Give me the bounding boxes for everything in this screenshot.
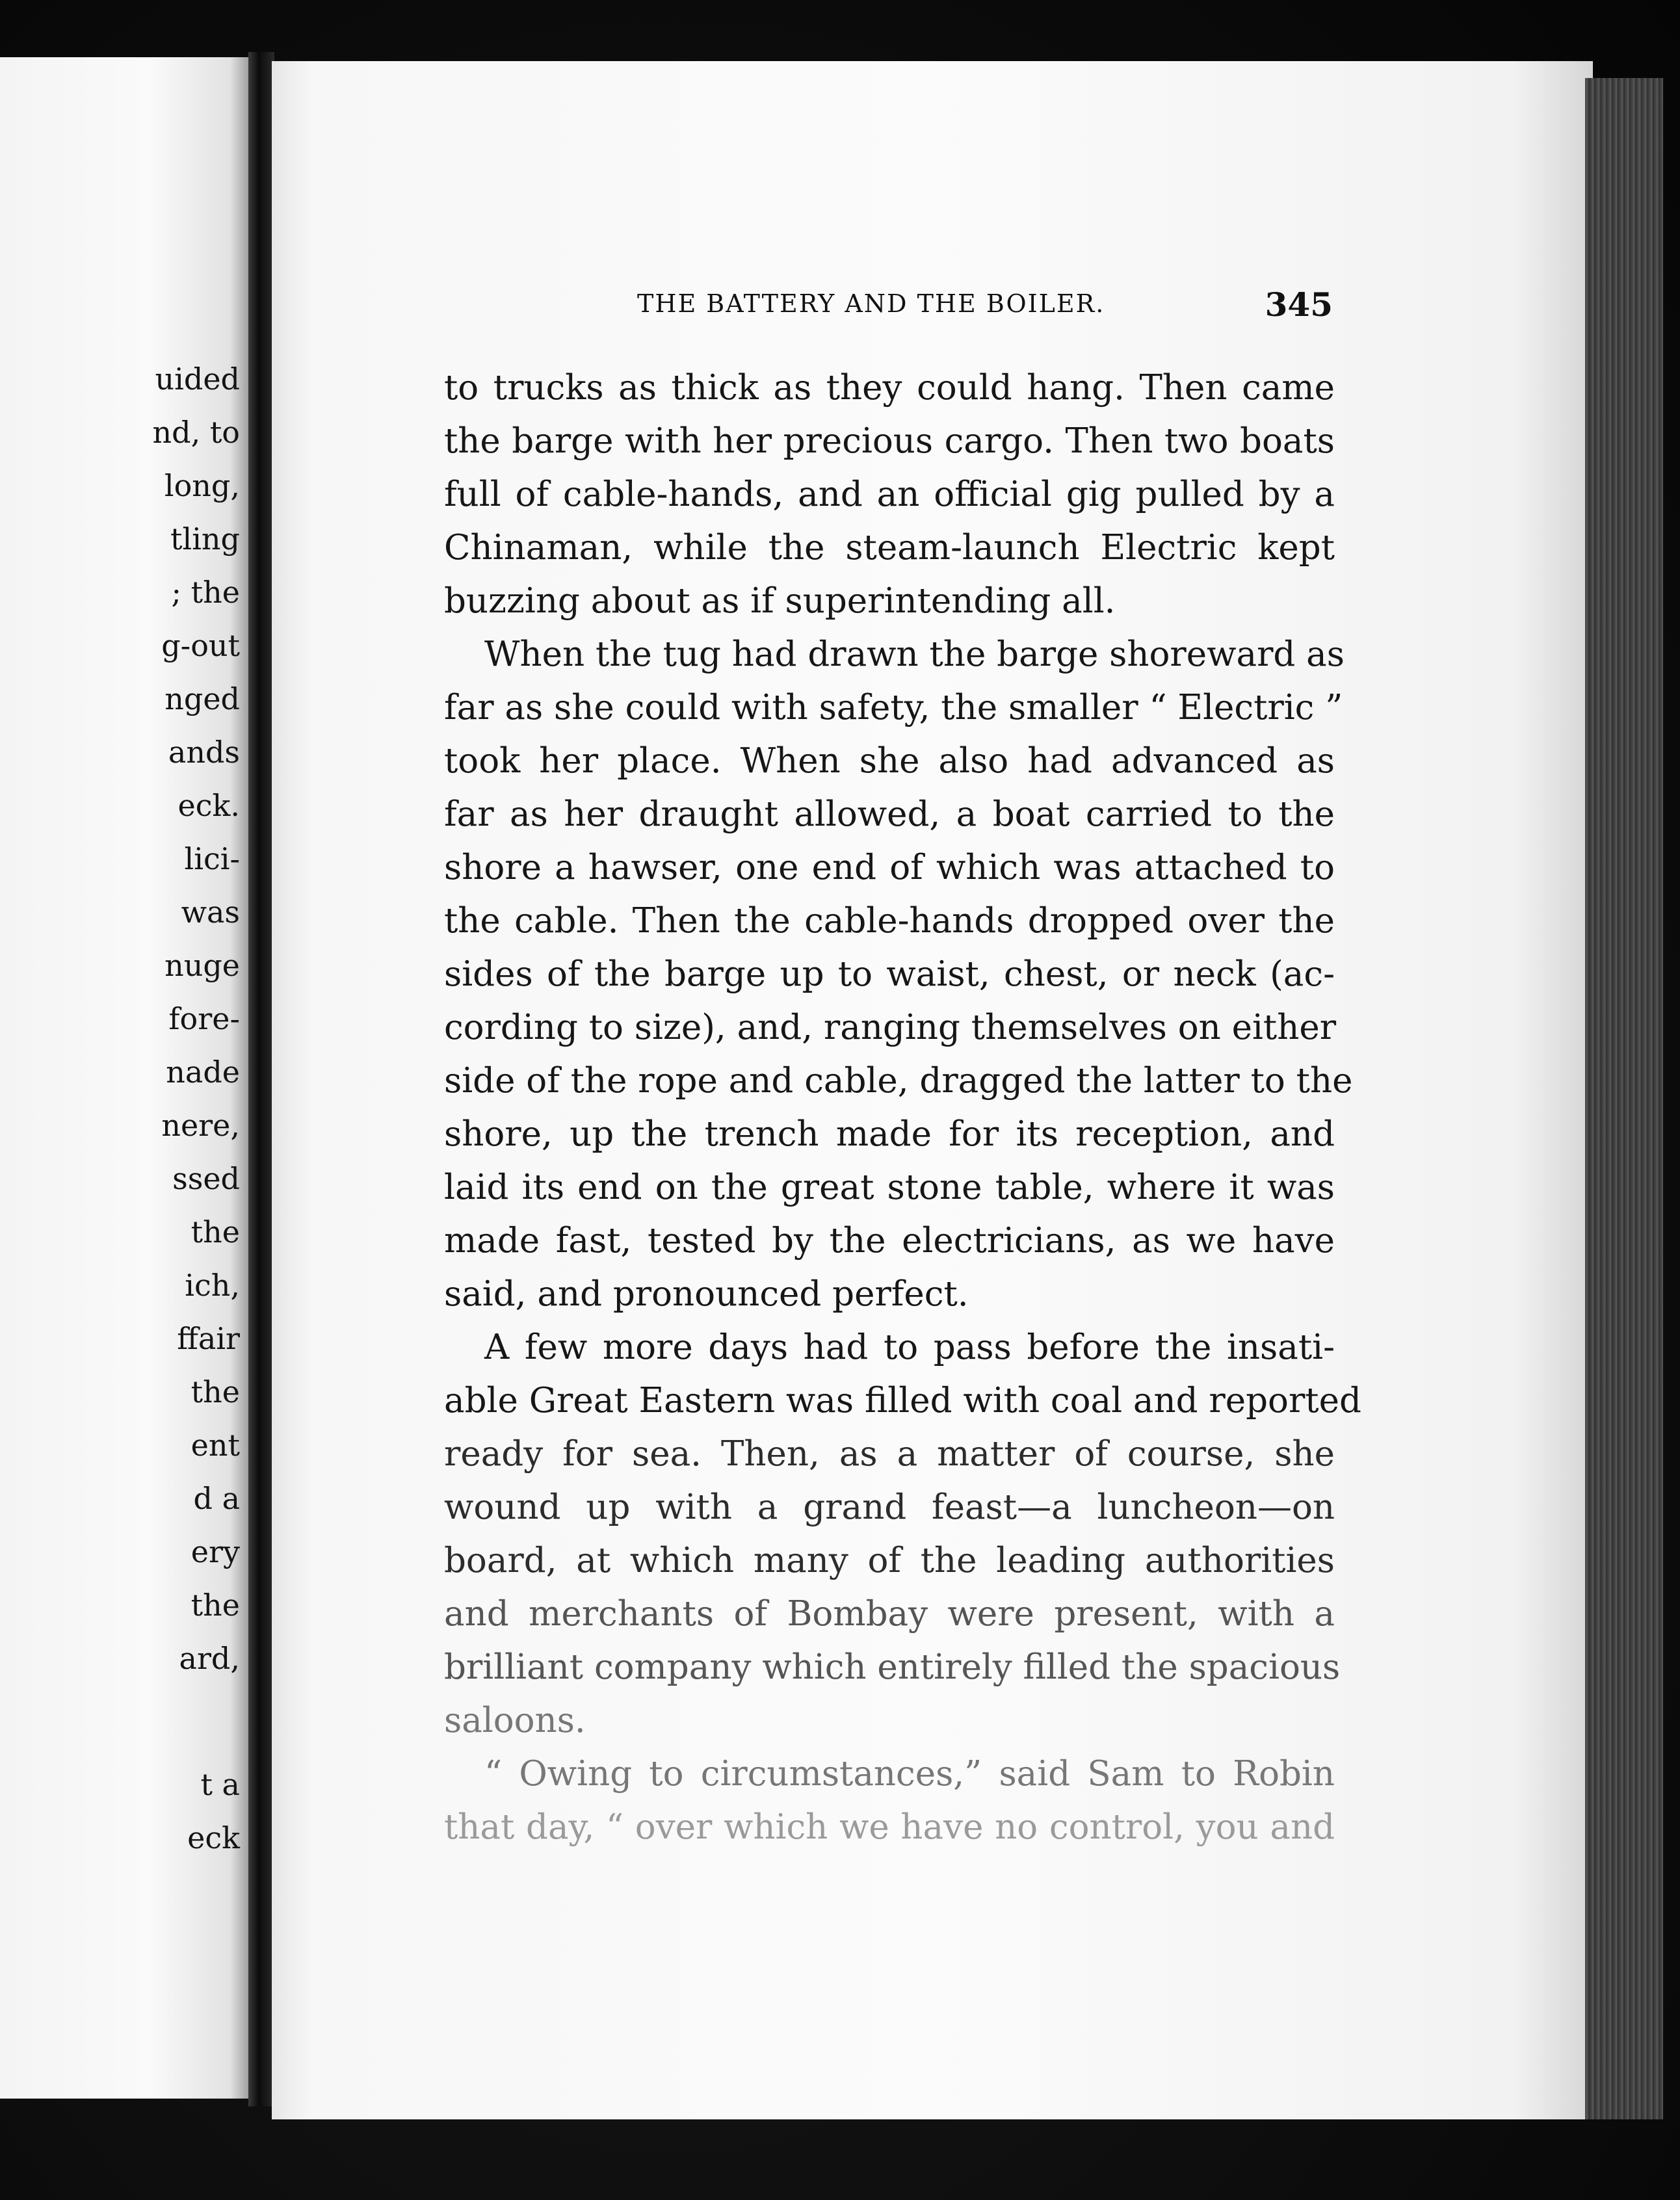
text-line: full of cable-hands, and an official gig pulled by a [444,475,1335,514]
previous-page-line: the [190,1374,240,1409]
previous-page-line: the [190,1588,240,1623]
text-line: board, at which many of the leading authorities [444,1541,1335,1580]
previous-page-line: eck. [177,788,240,823]
previous-page-line: long, [164,468,240,503]
running-title: THE BATTERY AND THE BOILER. [637,289,1105,318]
previous-page-line: ery [190,1534,240,1569]
text-line: brilliant company which entirely filled the spacious [444,1647,1341,1687]
previous-page-line: ands [168,735,240,770]
previous-page-line: ssed [172,1161,240,1196]
previous-page-line: ; the [171,575,240,610]
text-line: saloons. [444,1701,586,1740]
previous-page-line: nuge [164,948,240,983]
previous-page-line: nd, to [152,415,240,450]
text-line: wound up with a grand feast—a luncheon—on [444,1487,1335,1527]
text-line: “ Owing to circumstances,” said Sam to Robin [484,1754,1335,1794]
text-line: the cable. Then the cable-hands dropped over the [444,901,1335,941]
text-line: shore a hawser, one end of which was attached to [444,848,1335,887]
previous-page-line: eck [187,1820,240,1855]
previous-page-line: tling [170,521,240,557]
previous-page-line: t a [200,1767,240,1802]
text-line: A few more days had to pass before the insati- [484,1328,1335,1367]
text-line: able Great Eastern was filled with coal and reported [444,1381,1361,1421]
text-line: buzzing about as if superintending all. [444,581,1116,621]
text-line: far as she could with safety, the smaller “ Electric ” [444,688,1343,727]
previous-page-line: nade [166,1054,240,1090]
previous-page-line: fore- [168,1001,240,1036]
previous-page-line: uided [155,361,240,397]
text-line: said, and pronounced perfect. [444,1274,969,1314]
text-line: Chinaman, while the steam-launch Electric kept [444,528,1335,568]
text-line: far as her draught allowed, a boat carried to the [444,794,1335,834]
previous-page-line: ard, [179,1641,240,1676]
book-gutter [248,52,274,2106]
page-edges [1585,78,1663,2119]
text-line: took her place. When she also had advanced as [444,741,1335,781]
text-line: When the tug had drawn the barge shoreward as [484,635,1345,674]
running-head [637,285,1339,328]
previous-page-line: g-out [161,628,240,663]
previous-page-line: the [190,1214,240,1250]
previous-page-line: ich, [185,1268,240,1303]
previous-page-line: nged [164,681,240,716]
previous-page-line: nere, [161,1108,240,1143]
text-line: cording to size), and, ranging themselves on either [444,1008,1337,1047]
text-line: and merchants of Bombay were present, with a [444,1594,1335,1634]
page-number: 345 [1265,285,1333,324]
text-line: side of the rope and cable, dragged the latter to the [444,1061,1353,1101]
text-line: made fast, tested by the electricians, as we have [444,1221,1335,1261]
previous-page-line: d a [193,1481,240,1516]
text-line: the barge with her precious cargo. Then two boats [444,421,1335,461]
text-line: shore, up the trench made for its reception, and [444,1114,1335,1154]
previous-page-line: was [181,895,240,930]
text-line: ready for sea. Then, as a matter of course, she [444,1434,1335,1474]
previous-page-line: ent [190,1428,240,1463]
text-line: that day, “ over which we have no control, you and [444,1807,1335,1847]
previous-page [0,57,250,2099]
previous-page-line: lici- [184,841,240,876]
previous-page-line: ffair [177,1321,240,1356]
text-line: to trucks as thick as they could hang. Then came [444,368,1335,408]
text-line: sides of the barge up to waist, chest, or neck (ac- [444,954,1335,994]
text-line: laid its end on the great stone table, where it was [444,1168,1335,1207]
